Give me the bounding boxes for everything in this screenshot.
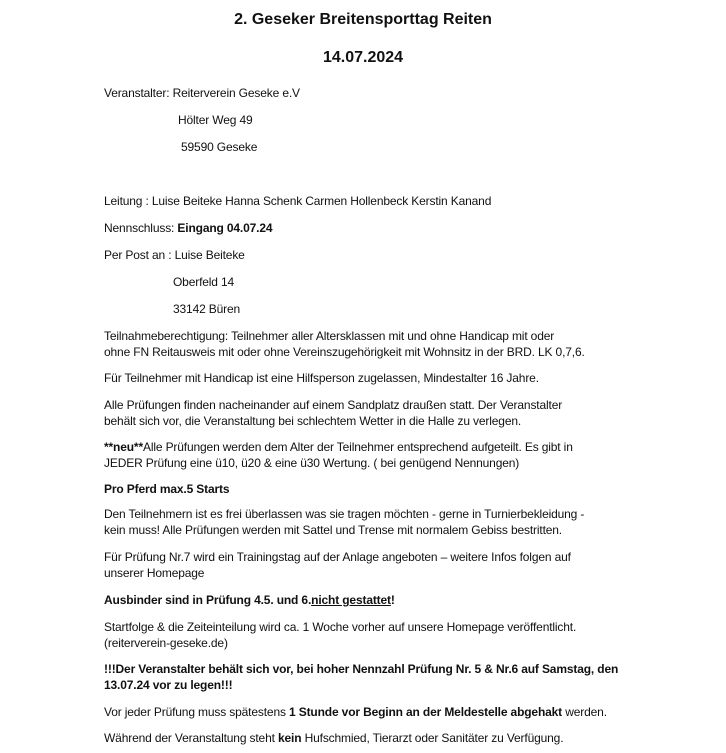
paragraph-eligibility-2: ohne FN Reitausweis mit oder ohne Vereinszugehörigkeit mit Wohnsitz in der BRD. LK 0,7,6. [104,345,585,359]
document-title: 2. Geseker Breitensporttag Reiten [234,11,492,28]
ausbinder-end: ! [390,593,395,607]
paragraph-attire-2: kein muss! Alle Prüfungen werden mit Sattel und Trense mit normalem Gebiss bestritten. [104,523,562,537]
post-street: Oberfeld 14 [173,275,235,289]
paragraph-services [104,730,563,746]
paragraph-ausbinder [104,592,395,608]
post-label: Per Post an : Luise Beiteke [104,248,245,262]
event-date: 14.07.2024 [322,49,404,66]
paragraph-checkin [104,704,607,720]
organizer-street: Hölter Weg 49 [178,113,253,127]
paragraph-max-starts: Pro Pferd max.5 Starts [104,482,230,496]
new-text: Alle Prüfungen werden dem Alter der Teilnehmer entsprechend aufgeteilt. Es gibt in [142,440,573,454]
paragraph-new-1 [104,439,573,455]
paragraph-new-2: JEDER Prüfung eine ü10, ü20 & eine ü30 Wertung. ( bei genügend Nennungen) [104,456,520,470]
nennschluss [104,220,272,236]
services-end: Hufschmied, Tierarzt oder Sanitäter zu Verfügung. [301,731,564,745]
new-tag: **neu** [104,440,143,454]
checkin-end: werden. [562,705,607,719]
paragraph-venue-1: Alle Prüfungen finden nacheinander auf einem Sandplatz draußen statt. Der Veranstalter [104,398,563,412]
nennschluss-label: Nennschluss: [104,221,178,235]
paragraph-attire-1: Den Teilnehmern ist es frei überlassen was sie tragen möchten - gerne in Turnierbekleidung - [104,507,585,521]
paragraph-eligibility-1: Teilnahmeberechtigung: Teilnehmer aller Altersklassen mit und ohne Handicap mit oder [104,329,555,343]
paragraph-schedule-2: (reiterverein-geseke.de) [104,636,228,650]
paragraph-training-1: Für Prüfung Nr.7 wird ein Trainingstag auf der Anlage angeboten – weitere Infos folgen auf [104,550,571,564]
services-bold: kein [277,731,302,745]
organizer-city: 59590 Geseke [181,140,258,154]
organizer-label: Veranstalter: Reiterverein Geseke e.V [104,86,300,100]
ausbinder-underlined: nicht gestattet [311,593,391,607]
services-text: Während der Veranstaltung steht [104,731,278,745]
post-city: 33142 Büren [173,302,241,316]
paragraph-venue-2: behält sich vor, die Veranstaltung bei schlechtem Wetter in die Halle zu verlegen. [104,414,522,428]
paragraph-saturday-2: 13.07.24 vor zu legen!!! [104,678,233,692]
paragraph-handicap: Für Teilnehmer mit Handicap ist eine Hilfsperson zugelassen, Mindestalter 16 Jahre. [104,371,539,385]
checkin-bold: 1 Stunde vor Beginn an der Meldestelle abgehakt [289,705,563,719]
paragraph-saturday-1: !!!Der Veranstalter behält sich vor, bei hoher Nennzahl Prüfung Nr. 5 & Nr.6 auf Samstag, den [104,662,619,676]
nennschluss-value: Eingang 04.07.24 [177,221,273,235]
leitung: Leitung : Luise Beiteke Hanna Schenk Carmen Hollenbeck Kerstin Kanand [104,194,492,208]
ausbinder-text: Ausbinder sind in Prüfung 4.5. und 6. [104,593,312,607]
paragraph-schedule-1: Startfolge & die Zeiteinteilung wird ca. 1 Woche vorher auf unsere Homepage veröffentlicht. [104,620,577,634]
paragraph-training-2: unserer Homepage [104,566,205,580]
checkin-text: Vor jeder Prüfung muss spätestens [104,705,290,719]
